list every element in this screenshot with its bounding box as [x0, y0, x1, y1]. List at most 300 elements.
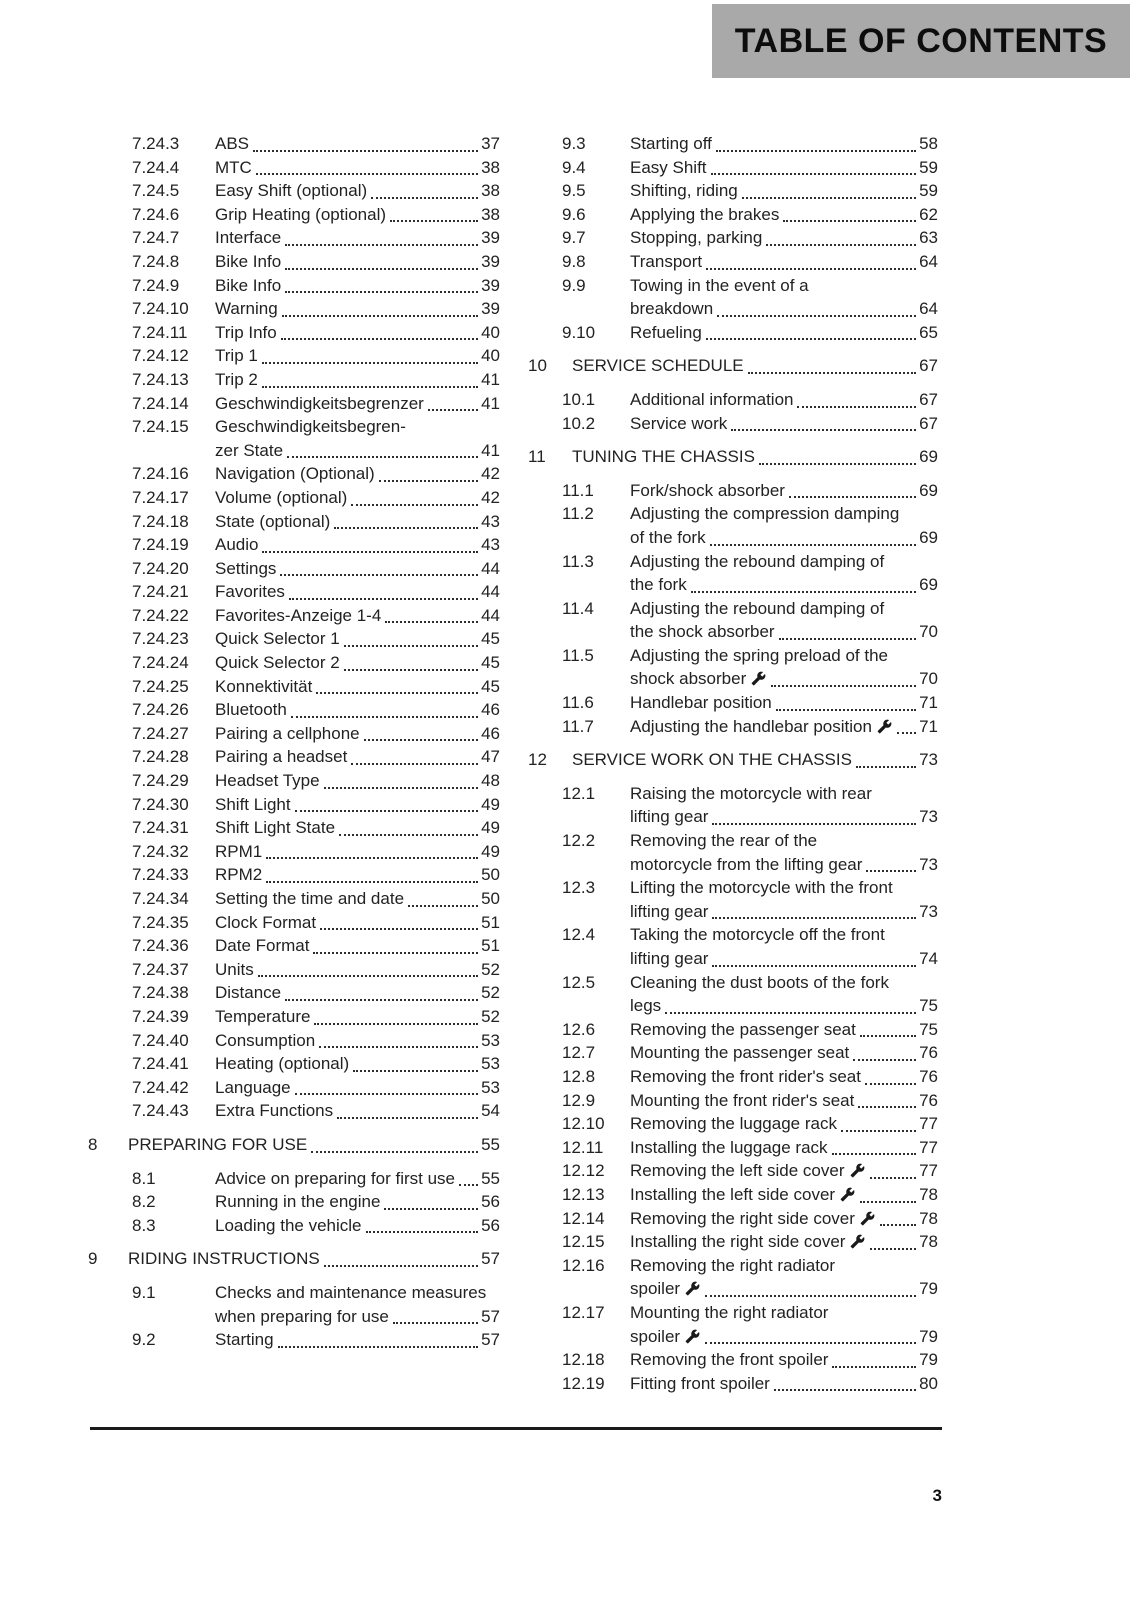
toc-entry-row: [88, 934, 500, 958]
dot-leader: [313, 934, 478, 954]
toc-entry-title: Warning: [215, 299, 278, 319]
toc-entry-page: 38: [481, 204, 500, 224]
toc-entry-row: [528, 1112, 938, 1136]
toc-entry-page: 71: [919, 716, 938, 736]
toc-entry-number: 7.24.28: [132, 747, 189, 767]
toc-entry-row: [88, 1190, 500, 1214]
dot-leader: [324, 1247, 478, 1267]
toc-entry-body: [215, 1281, 500, 1328]
toc-entry-number: 7.24.17: [132, 487, 189, 507]
dot-leader: [334, 510, 478, 530]
dot-leader: [287, 439, 478, 459]
toc-entry-number: 9.5: [562, 181, 586, 201]
toc-entry-title: SERVICE SCHEDULE: [572, 356, 744, 376]
toc-entry-title: Geschwindigkeitsbegren-: [215, 417, 406, 437]
toc-entry-row: [528, 876, 938, 923]
toc-entry-number: 7.24.35: [132, 912, 189, 932]
toc-entry-number: 12.5: [562, 972, 596, 992]
toc-entry-number: 12.16: [562, 1255, 605, 1275]
toc-entry-number: 9.8: [562, 251, 586, 271]
toc-entry-title: Refueling: [630, 322, 702, 342]
toc-entry-title: Checks and maintenance measures: [215, 1282, 487, 1302]
toc-entry-page: 45: [481, 676, 500, 696]
toc-entry-title: Navigation (Optional): [215, 464, 375, 484]
toc-entry-page: 53: [481, 1030, 500, 1050]
toc-columns: [88, 132, 938, 1395]
toc-entry-title: ABS: [215, 134, 250, 153]
dot-leader: [711, 156, 917, 176]
toc-entry-page: 52: [481, 959, 500, 979]
dot-leader: [779, 620, 916, 640]
toc-entry-body: [215, 392, 500, 416]
toc-entry-page: 50: [481, 889, 500, 908]
toc-entry-body: [215, 415, 500, 462]
toc-entry-body: [215, 1005, 500, 1029]
toc-entry-row: [88, 958, 500, 982]
dot-leader: [731, 412, 916, 432]
toc-entry-row: [528, 1018, 938, 1042]
toc-entry-body: [215, 1029, 500, 1053]
dot-leader: [797, 388, 916, 408]
dot-leader: [285, 250, 478, 270]
toc-entry-title: Handlebar position: [630, 693, 772, 713]
toc-entry-body: [572, 445, 938, 469]
toc-entry-row: [88, 533, 500, 557]
toc-entry-body: [215, 533, 500, 557]
toc-entry-number: 12.13: [562, 1184, 605, 1204]
toc-entry-number: 7.24.3: [132, 134, 180, 153]
toc-entry-page: 45: [481, 629, 500, 649]
toc-entry-row: [88, 675, 500, 699]
toc-entry-page: 44: [481, 558, 500, 578]
toc-entry-body: [630, 274, 938, 321]
toc-entry-number: 7.24.34: [132, 889, 189, 908]
dot-leader: [291, 698, 478, 718]
dot-leader: [351, 745, 478, 765]
toc-entry-body: [630, 1018, 938, 1042]
toc-entry-body: [215, 250, 500, 274]
toc-entry-title: the fork: [630, 575, 687, 595]
toc-entry-title: motorcycle from the lifting gear: [630, 854, 863, 874]
toc-entry-number: 7.24.7: [132, 228, 180, 248]
toc-entry-number: 7.24.39: [132, 1006, 189, 1026]
toc-entry-number: 12.14: [562, 1208, 605, 1228]
dot-leader: [705, 1277, 916, 1297]
toc-entry-title: legs: [630, 996, 662, 1016]
toc-entry-number: 7.24.36: [132, 936, 189, 956]
dot-leader: [748, 354, 916, 374]
dot-leader: [278, 1328, 478, 1348]
toc-entry-title: Easy Shift (optional): [215, 181, 368, 201]
toc-entry-body: [630, 1136, 938, 1160]
dot-leader: [371, 179, 478, 199]
toc-entry-row: [88, 132, 500, 156]
toc-entry-row: [88, 1214, 500, 1238]
toc-entry-number: 7.24.31: [132, 818, 189, 838]
dot-leader: [771, 667, 916, 687]
toc-entry-title: Favorites-Anzeige 1-4: [215, 605, 382, 625]
toc-entry-title: Trip Info: [215, 322, 277, 342]
toc-entry-row: [528, 226, 938, 250]
toc-entry-page: 57: [481, 1249, 500, 1269]
dot-leader: [289, 580, 478, 600]
toc-entry-title: Bike Info: [215, 251, 282, 271]
toc-entry-row: [88, 745, 500, 769]
dot-leader: [262, 533, 478, 553]
toc-entry-row: [88, 415, 500, 462]
toc-entry-page: 43: [481, 535, 500, 555]
toc-entry-body: [215, 958, 500, 982]
toc-entry-title: Fork/shock absorber: [630, 480, 785, 500]
toc-entry-body: [630, 321, 938, 345]
dot-leader: [281, 321, 478, 341]
toc-entry-body: [630, 782, 938, 829]
toc-entry-page: 41: [481, 393, 500, 413]
wrench-icon: [685, 1329, 700, 1344]
toc-entry-body: [215, 698, 500, 722]
toc-entry-page: 49: [481, 841, 500, 861]
toc-entry-body: [630, 1254, 938, 1301]
toc-entry-title: RIDING INSTRUCTIONS: [128, 1249, 320, 1269]
toc-entry-number: 9.2: [132, 1330, 156, 1350]
toc-entry-body: [215, 368, 500, 392]
toc-entry-page: 39: [481, 275, 500, 295]
toc-entry-page: 79: [919, 1279, 938, 1299]
toc-entry-row: [528, 1041, 938, 1065]
toc-entry-number: 11.7: [562, 716, 594, 736]
dot-leader: [776, 691, 916, 711]
toc-entry-row: [88, 604, 500, 628]
toc-entry-number: 12.6: [562, 1019, 596, 1039]
toc-entry-number: 12.11: [562, 1137, 604, 1157]
toc-entry-title: Bike Info: [215, 275, 282, 295]
toc-entry-row: [88, 344, 500, 368]
toc-entry-number: 7.24.19: [132, 535, 189, 555]
toc-entry-title: Adjusting the handlebar position: [630, 716, 872, 736]
toc-entry-number: 7.24.43: [132, 1101, 189, 1121]
dot-leader: [428, 392, 478, 412]
toc-entry-row: [88, 250, 500, 274]
toc-entry-page: 49: [481, 794, 500, 814]
toc-entry-title: Mounting the right radiator: [630, 1302, 829, 1322]
toc-entry-body: [215, 722, 500, 746]
dot-leader: [897, 715, 916, 735]
toc-entry-title: TUNING THE CHASSIS: [572, 447, 755, 467]
toc-entry-row: [88, 179, 500, 203]
toc-entry-body: [215, 203, 500, 227]
toc-entry-page: 73: [919, 807, 938, 827]
toc-entry-page: 63: [919, 228, 938, 248]
toc-entry-page: 79: [919, 1350, 938, 1370]
dot-leader: [789, 479, 916, 499]
toc-entry-page: 67: [919, 389, 938, 409]
toc-entry-page: 45: [481, 653, 500, 673]
toc-entry-body: [215, 179, 500, 203]
toc-entry-title: Pairing a headset: [215, 747, 348, 767]
toc-entry-title: Geschwindigkeitsbegrenzer: [215, 393, 424, 413]
toc-entry-number: 7.24.37: [132, 959, 189, 979]
toc-entry-number: 7.24.24: [132, 653, 189, 673]
toc-entry-page: 73: [919, 854, 938, 874]
toc-entry-body: [630, 923, 938, 970]
toc-entry-page: 73: [919, 750, 938, 770]
toc-entry-page: 69: [919, 480, 938, 500]
toc-column-left: [88, 132, 500, 1395]
toc-entry-body: [630, 1230, 938, 1254]
toc-entry-number: 12.2: [562, 831, 596, 851]
dot-leader: [379, 462, 478, 482]
dot-leader: [285, 981, 478, 1001]
dot-leader: [832, 1136, 917, 1156]
toc-entry-title: Language: [215, 1077, 291, 1097]
dot-leader: [766, 226, 916, 246]
toc-entry-number: 11.6: [562, 693, 594, 713]
toc-entry-title: Audio: [215, 535, 259, 555]
dot-leader: [783, 203, 916, 223]
dot-leader: [665, 994, 916, 1014]
toc-entry-number: 11.2: [562, 504, 594, 524]
toc-entry-number: 7.24.32: [132, 841, 189, 861]
toc-entry-page: 49: [481, 818, 500, 838]
toc-entry-page: 59: [919, 181, 938, 201]
toc-entry-row: [88, 1005, 500, 1029]
toc-entry-row: [88, 392, 500, 416]
toc-entry-body: [630, 250, 938, 274]
toc-entry-title: shock absorber: [630, 669, 747, 689]
toc-entry-page: 77: [919, 1114, 938, 1134]
toc-entry-page: 76: [919, 1043, 938, 1063]
toc-entry-page: 50: [481, 865, 500, 885]
toc-entry-row: [528, 1348, 938, 1372]
toc-entry-title: MTC: [215, 157, 252, 177]
toc-entry-page: 42: [481, 487, 500, 507]
toc-entry-body: [215, 510, 500, 534]
toc-entry-number: 7.24.12: [132, 346, 189, 366]
dot-leader: [691, 573, 916, 593]
toc-entry-number: 12.7: [562, 1043, 596, 1063]
toc-entry-number: 7.24.23: [132, 629, 189, 649]
dot-leader: [337, 1099, 478, 1119]
toc-entry-row: [528, 644, 938, 691]
toc-entry-page: 55: [481, 1134, 500, 1154]
toc-entry-body: [630, 179, 938, 203]
dot-leader: [870, 1230, 916, 1250]
dot-leader: [759, 445, 916, 465]
toc-entry-row: [528, 388, 938, 412]
toc-entry-number: 7.24.6: [132, 204, 180, 224]
toc-entry-title: Advice on preparing for first use: [215, 1168, 456, 1188]
dot-leader: [870, 1159, 917, 1179]
toc-entry-row: [88, 580, 500, 604]
toc-entry-page: 56: [481, 1215, 500, 1235]
toc-entry-page: 75: [919, 996, 938, 1016]
toc-entry-body: [215, 462, 500, 486]
toc-entry-body: [630, 597, 938, 644]
toc-entry-row: [528, 412, 938, 436]
toc-entry-page: 62: [919, 204, 938, 224]
toc-entry-body: [630, 388, 938, 412]
dot-leader: [339, 816, 478, 836]
toc-entry-title: Adjusting the spring preload of the: [630, 645, 889, 665]
toc-entry-page: 73: [919, 901, 938, 921]
toc-column-right: [528, 132, 938, 1395]
toc-entry-body: [215, 1099, 500, 1123]
toc-entry-title: spoiler: [630, 1326, 681, 1346]
toc-entry-row: [528, 691, 938, 715]
dot-leader: [280, 557, 478, 577]
toc-entry-number: 12.4: [562, 925, 596, 945]
toc-entry-title: Extra Functions: [215, 1101, 334, 1121]
toc-entry-page: 70: [919, 622, 938, 642]
dot-leader: [364, 722, 478, 742]
toc-entry-title: SERVICE WORK ON THE CHASSIS: [572, 750, 852, 770]
toc-chapter-row: [528, 748, 938, 772]
dot-leader: [256, 156, 478, 176]
toc-entry-number: 7.24.10: [132, 299, 189, 319]
toc-entry-number: 7.24.5: [132, 181, 180, 201]
toc-entry-body: [215, 1214, 500, 1238]
dot-leader: [320, 911, 478, 931]
toc-entry-page: 67: [919, 413, 938, 433]
toc-entry-row: [88, 1099, 500, 1123]
toc-entry-body: [630, 132, 938, 156]
toc-entry-title: Raising the motorcycle with rear: [630, 783, 872, 803]
toc-entry-row: [88, 863, 500, 887]
toc-entry-title: Removing the rear of the: [630, 831, 818, 851]
toc-entry-body: [630, 1372, 938, 1396]
toc-entry-page: 40: [481, 346, 500, 366]
toc-entry-title: Trip 2: [215, 369, 258, 389]
wrench-icon: [860, 1211, 875, 1226]
toc-chapter-row: [528, 354, 938, 378]
toc-entry-number: 7.24.4: [132, 157, 180, 177]
toc-entry-body: [630, 412, 938, 436]
toc-entry-row: [528, 203, 938, 227]
toc-entry-title: Loading the vehicle: [215, 1215, 362, 1235]
toc-entry-row: [528, 971, 938, 1018]
toc-entry-page: 57: [481, 1306, 500, 1326]
toc-entry-number: 11: [528, 447, 546, 467]
toc-entry-body: [215, 344, 500, 368]
toc-entry-body: [215, 981, 500, 1005]
dot-leader: [866, 853, 916, 873]
toc-entry-title: RPM1: [215, 841, 263, 861]
toc-chapter-row: [88, 1133, 500, 1157]
toc-entry-title: Trip 1: [215, 346, 258, 366]
dot-leader: [390, 203, 478, 223]
toc-entry-title: PREPARING FOR USE: [128, 1134, 308, 1154]
dot-leader: [262, 368, 478, 388]
toc-entry-row: [88, 557, 500, 581]
toc-entry-title: Heating (optional): [215, 1054, 350, 1074]
toc-entry-body: [572, 748, 938, 772]
toc-entry-body: [630, 1041, 938, 1065]
toc-entry-number: 7.24.42: [132, 1077, 189, 1097]
wrench-icon: [685, 1281, 700, 1296]
toc-entry-title: Settings: [215, 558, 277, 578]
toc-entry-page: 69: [919, 527, 938, 547]
toc-entry-body: [630, 644, 938, 691]
toc-entry-page: 42: [481, 464, 500, 484]
toc-entry-number: 7.24.20: [132, 558, 189, 578]
toc-entry-title: Running in the engine: [215, 1192, 381, 1212]
toc-entry-page: 52: [481, 983, 500, 1003]
toc-entry-page: 51: [481, 912, 500, 932]
toc-entry-page: 74: [919, 949, 938, 968]
toc-entry-number: 8.3: [132, 1215, 156, 1235]
dot-leader: [316, 675, 478, 695]
toc-entry-number: 12.9: [562, 1090, 596, 1110]
dot-leader: [832, 1348, 916, 1368]
toc-entry-page: 69: [919, 575, 938, 595]
toc-entry-page: 51: [481, 936, 500, 956]
toc-entry-body: [572, 354, 938, 378]
dot-leader: [282, 297, 478, 317]
toc-entry-body: [630, 203, 938, 227]
toc-entry-number: 7.24.18: [132, 511, 189, 531]
toc-entry-number: 7.24.11: [132, 322, 188, 342]
toc-entry-page: 77: [919, 1137, 938, 1157]
toc-chapter-row: [528, 445, 938, 469]
toc-entry-title: Temperature: [215, 1006, 311, 1026]
toc-entry-body: [630, 479, 938, 503]
dot-leader: [856, 748, 916, 768]
toc-entry-body: [215, 793, 500, 817]
dot-leader: [351, 486, 478, 506]
toc-entry-title: Quick Selector 2: [215, 653, 340, 673]
toc-entry-title: when preparing for use: [215, 1306, 389, 1326]
dot-leader: [314, 1005, 478, 1025]
dot-leader: [774, 1372, 916, 1392]
toc-entry-title: Konnektivität: [215, 676, 313, 696]
toc-entry-body: [630, 1159, 938, 1183]
toc-entry-title: Removing the right side cover: [630, 1208, 855, 1228]
toc-entry-page: 76: [919, 1090, 938, 1110]
toc-entry-row: [528, 1089, 938, 1113]
toc-entry-title: Installing the right side cover: [630, 1232, 846, 1252]
toc-entry-title: Lifting the motorcycle with the front: [630, 878, 893, 898]
dot-leader: [285, 226, 478, 246]
toc-entry-number: 7.24.8: [132, 251, 180, 271]
toc-entry-title: Stopping, parking: [630, 228, 763, 248]
dot-leader: [324, 769, 478, 789]
toc-entry-row: [528, 274, 938, 321]
toc-entry-title: Taking the motorcycle off the front: [630, 925, 885, 945]
toc-entry-number: 10.2: [562, 413, 596, 433]
toc-entry-body: [630, 1207, 938, 1231]
dot-leader: [353, 1052, 478, 1072]
toc-entry-page: 59: [919, 157, 938, 177]
toc-entry-number: 7.24.13: [132, 369, 189, 389]
toc-entry-body: [630, 1348, 938, 1372]
toc-entry-title: Quick Selector 1: [215, 629, 340, 649]
toc-entry-row: [88, 226, 500, 250]
toc-entry-row: [528, 1159, 938, 1183]
toc-entry-page: 39: [481, 251, 500, 271]
toc-entry-title: Installing the left side cover: [630, 1184, 836, 1204]
toc-entry-page: 79: [919, 1326, 938, 1346]
toc-entry-page: 38: [481, 181, 500, 201]
toc-entry-body: [630, 1301, 938, 1348]
dot-leader: [717, 297, 916, 317]
toc-entry-number: 9: [88, 1249, 98, 1269]
toc-entry-body: [630, 1065, 938, 1089]
toc-entry-number: 11.3: [562, 551, 594, 571]
toc-entry-row: [528, 550, 938, 597]
toc-entry-title: Fitting front spoiler: [630, 1373, 770, 1393]
toc-entry-number: 10.1: [562, 389, 596, 409]
toc-entry-row: [528, 479, 938, 503]
